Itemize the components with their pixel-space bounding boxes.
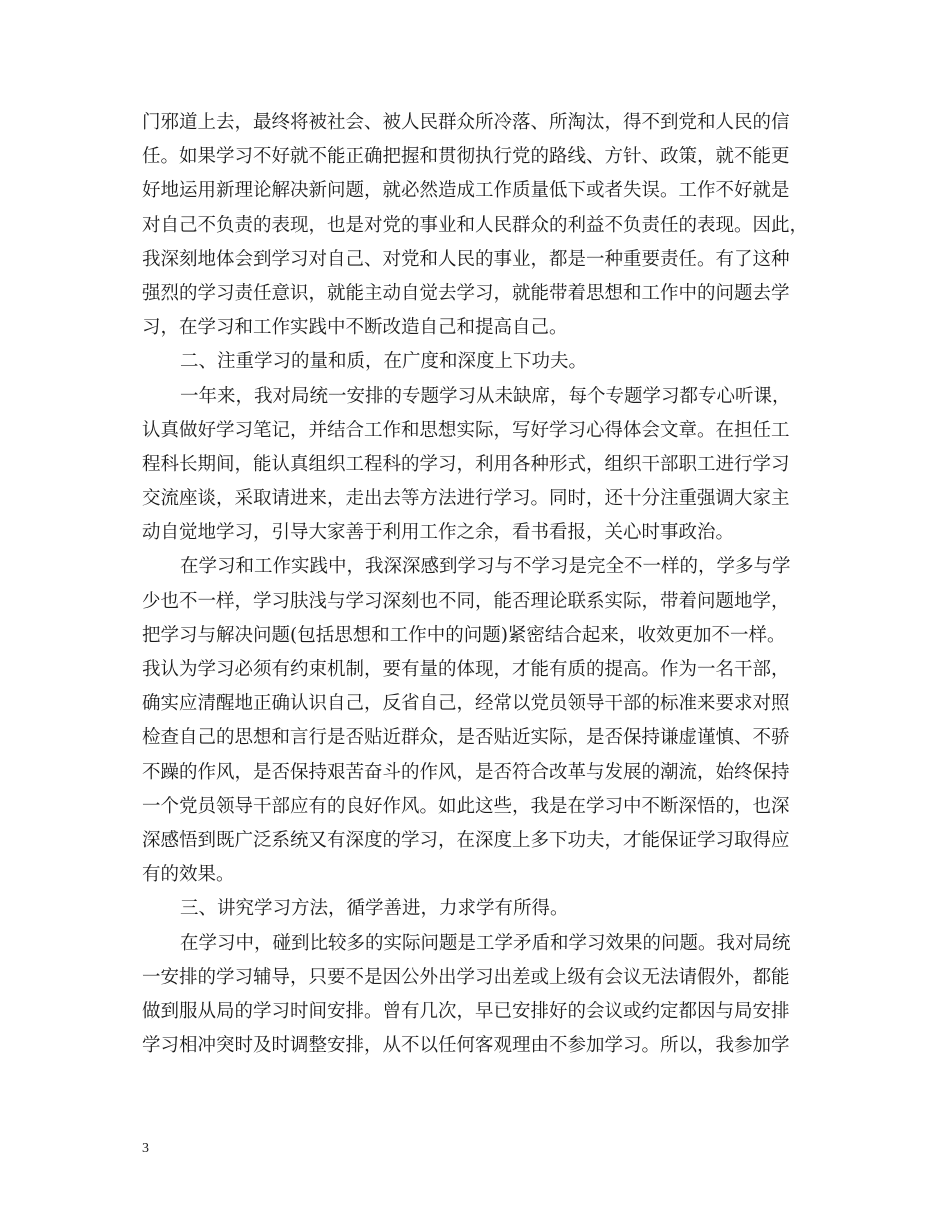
text-line: 一安排的学习辅导，只要不是因公外出学习出差或上级有会议无法请假外，都能 — [142, 966, 790, 988]
text-line: 把学习与解决问题(包括思想和工作中的问题)紧密结合起来，收效更加不一样。 — [142, 624, 786, 646]
text-line: 检查自己的思想和言行是否贴近群众，是否贴近实际，是否保持谦虚谨慎、不骄 — [142, 727, 790, 749]
text-line: 认真做好学习笔记，并结合工作和思想实际，写好学习心得体会文章。在担任工 — [142, 419, 790, 441]
text-line: 程科长期间，能认真组织工程科的学习，利用各种形式，组织干部职工进行学习 — [142, 453, 790, 475]
text-line: 在学习中，碰到比较多的实际问题是工学矛盾和学习效果的问题。我对局统 — [180, 932, 791, 954]
text-line: 门邪道上去，最终将被社会、被人民群众所冷落、所淘汰，得不到党和人民的信 — [142, 112, 790, 133]
text-line: 我深刻地体会到学习对自己、对党和人民的事业，都是一种重要责任。有了这种 — [142, 248, 790, 270]
text-line: 动自觉地学习，引导大家善于利用工作之余，看书看报，关心时事政治。 — [142, 522, 735, 544]
text-line: 好地运用新理论解决新问题，就必然造成工作质量低下或者失误。工作不好就是 — [142, 180, 790, 202]
text-line: 学习相冲突时及时调整安排，从不以任何客观理由不参加学习。所以，我参加学 — [142, 1035, 790, 1057]
text-line: 一年来，我对局统一安排的专题学习从未缺席，每个专题学习都专心听课， — [180, 385, 791, 407]
text-line: 确实应清醒地正确认识自己，反省自己，经常以党员领导干部的标准来要求对照 — [142, 693, 790, 715]
text-line: 强烈的学习责任意识，就能主动自觉去学习，就能带着思想和工作中的问题去学 — [142, 282, 790, 304]
text-line: 不躁的作风，是否保持艰苦奋斗的作风，是否符合改革与发展的潮流，始终保持 — [142, 761, 790, 783]
text-line: 我认为学习必须有约束机制，要有量的体现，才能有质的提高。作为一名干部， — [142, 659, 790, 680]
section-heading: 二、注重学习的量和质，在广度和深度上下功夫。 — [180, 351, 588, 373]
text-line: 少也不一样，学习肤浅与学习深刻也不同，能否理论联系实际，带着问题地学， — [142, 590, 790, 612]
document-body — [142, 106, 823, 1063]
text-line: 任。如果学习不好就不能正确把握和贯彻执行党的路线、方针、政策，就不能更 — [142, 146, 790, 168]
text-line: 习，在学习和工作实践中不断改造自己和提高自己。 — [142, 317, 568, 339]
text-line: 在学习和工作实践中，我深深感到学习与不学习是完全不一样的，学多与学 — [180, 556, 791, 578]
text-line: 深感悟到既广泛系统又有深度的学习，在深度上多下功夫，才能保证学习取得应 — [142, 829, 790, 851]
section-heading: 三、讲究学习方法，循学善进，力求学有所得。 — [180, 898, 569, 920]
text-line: 做到服从局的学习时间安排。曾有几次，早已安排好的会议或约定都因与局安排 — [142, 1000, 790, 1022]
page-number: 3 — [142, 1141, 149, 1156]
text-line: 对自己不负责的表现，也是对党的事业和人民群众的利益不负责任的表现。因此， — [142, 214, 809, 236]
text-line: 一个党员领导干部应有的良好作风。如此这些，我是在学习中不断深悟的，也深 — [142, 795, 790, 817]
text-line: 有的效果。 — [142, 864, 235, 886]
text-line: 交流座谈，采取请进来，走出去等方法进行学习。同时，还十分注重强调大家主 — [142, 488, 790, 510]
